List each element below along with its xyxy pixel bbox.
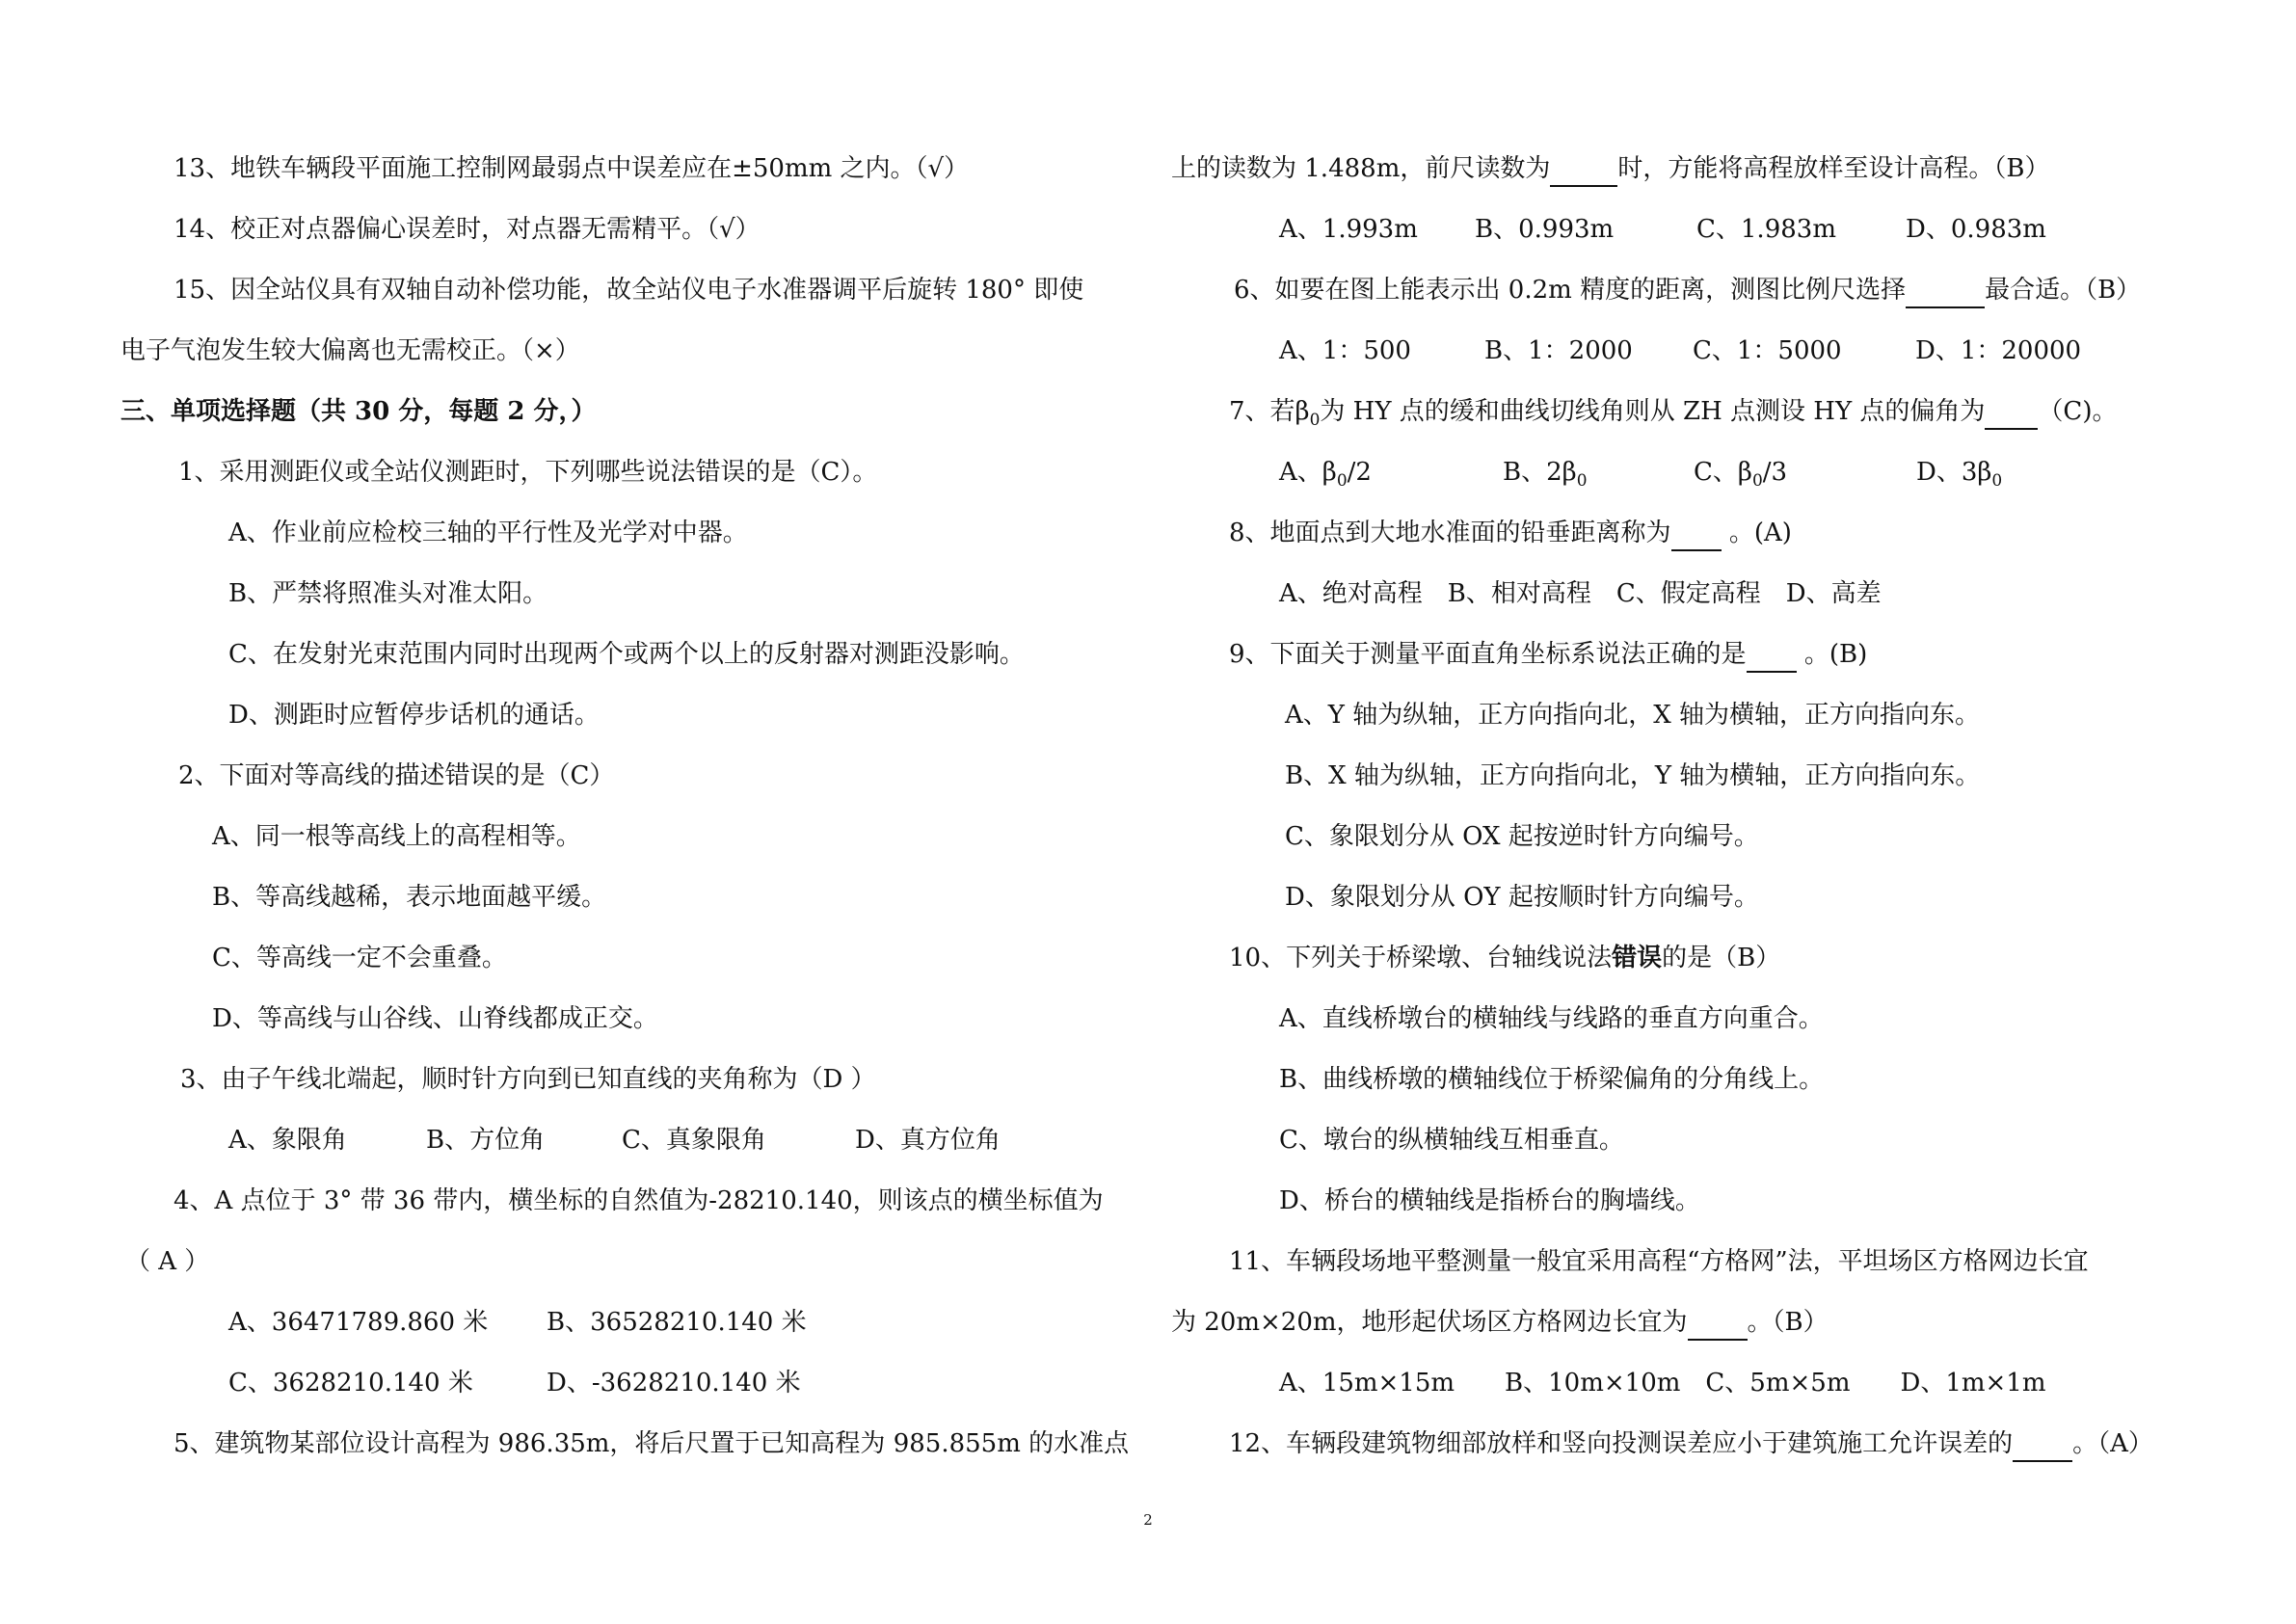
option-c-text: C、β — [1694, 458, 1752, 487]
question-5-option-c: C、1.983m — [1696, 215, 1836, 244]
option-c-tail: /3 — [1762, 458, 1788, 487]
section-3-heading: 三、单项选择题（共 30 分，每题 2 分，） — [120, 397, 597, 426]
question-13: 13、地铁车辆段平面施工控制网最弱点中误差应在±50mm 之内。（√） — [174, 154, 970, 183]
question-6-text-end: 最合适。（B） — [1985, 276, 2142, 305]
question-3-option-b: B、方位角 — [426, 1126, 546, 1155]
question-6-option-a: A、1：500 — [1279, 336, 1411, 365]
question-11-options: A、15m×15m B、10m×10m C、5m×5m D、1m×1m — [1279, 1369, 2046, 1398]
question-6-option-c: C、1：5000 — [1693, 336, 1842, 365]
question-10-option-a: A、直线桥墩台的横轴线与线路的垂直方向重合。 — [1279, 1004, 1824, 1033]
option-a-tail: /2 — [1347, 458, 1372, 487]
question-7 — [1229, 395, 2118, 431]
question-3-option-a: A、象限角 — [228, 1126, 347, 1155]
question-6-text-start: 6、如要在图上能表示出 0.2m 精度的距离，测图比例尺选择 — [1234, 276, 1907, 305]
emphasis-text: 错误 — [1612, 944, 1663, 972]
question-9-option-c: C、象限划分从 OX 起按逆时针方向编号。 — [1285, 822, 1759, 851]
beta-subscript: 0 — [1751, 471, 1763, 492]
beta-subscript: 0 — [1336, 471, 1348, 492]
question-6-options — [1279, 334, 2081, 367]
question-10-option-d: D、桥台的横轴线是指桥台的胸墙线。 — [1279, 1186, 1700, 1215]
question-9-text-start: 9、下面关于测量平面直角坐标系说法正确的是 — [1229, 640, 1747, 669]
question-9-option-d: D、象限划分从 OY 起按顺时针方向编号。 — [1285, 883, 1759, 912]
beta-subscript: 0 — [1309, 411, 1321, 431]
question-9-option-b: B、X 轴为纵轴，正方向指向北，Y 轴为横轴，正方向指向东。 — [1285, 761, 1981, 790]
beta-subscript: 0 — [1576, 471, 1588, 492]
question-4-option-a: A、36471789.860 米 — [228, 1308, 489, 1337]
question-6-option-b: B、1：2000 — [1484, 336, 1633, 365]
option-a-text: A、β — [1279, 458, 1337, 487]
question-6-option-d: D、1：20000 — [1915, 336, 2082, 365]
question-10-option-c: C、墩台的纵横轴线互相垂直。 — [1279, 1126, 1624, 1155]
question-10-text-start: 10、下列关于桥梁墩、台轴线说法 — [1229, 944, 1613, 972]
question-9-text-end: 。(B) — [1803, 640, 1868, 669]
question-14: 14、校正对点器偏心误差时，对点器无需精平。（√） — [174, 215, 761, 244]
answer-blank — [1550, 152, 1617, 187]
beta-subscript: 0 — [1991, 471, 2003, 492]
question-1-option-a: A、作业前应检校三轴的平行性及光学对中器。 — [228, 519, 748, 547]
page-number: 2 — [1143, 1511, 1153, 1529]
question-12-text-start: 12、车辆段建筑物细部放样和竖向投测误差应小于建筑施工允许误差的 — [1229, 1429, 2014, 1458]
question-10-option-b: B、曲线桥墩的横轴线位于桥梁偏角的分角线上。 — [1279, 1065, 1825, 1094]
question-3-option-d: D、真方位角 — [855, 1126, 1001, 1155]
question-15-line1: 15、因全站仪具有双轴自动补偿功能，故全站仪电子水准器调平后旋转 180° 即使 — [174, 276, 1084, 305]
question-2-option-d: D、等高线与山谷线、山脊线都成正交。 — [212, 1004, 658, 1033]
answer-blank — [1747, 638, 1797, 673]
question-12 — [1229, 1427, 2153, 1460]
question-12-text-end: 。（A） — [2072, 1429, 2153, 1458]
question-6 — [1234, 274, 2141, 306]
question-11-text-end: 。（B） — [1747, 1308, 1829, 1337]
question-7-option-c — [1694, 456, 1916, 497]
question-4-options-row2 — [228, 1367, 801, 1399]
question-10-text-end: 的是（B） — [1662, 944, 1781, 972]
question-4-option-d: D、-3628210.140 米 — [547, 1369, 801, 1398]
answer-blank — [1671, 517, 1722, 551]
question-5-text-start: 上的读数为 1.488m，前尺读数为 — [1171, 154, 1551, 183]
question-5-option-a: A、1.993m — [1279, 215, 1418, 244]
question-2-option-b: B、等高线越稀，表示地面越平缓。 — [212, 883, 607, 912]
question-2-option-c: C、等高线一定不会重叠。 — [212, 944, 507, 972]
question-1-option-b: B、严禁将照准头对准太阳。 — [228, 579, 548, 608]
question-4-options-row1 — [228, 1306, 807, 1339]
answer-blank — [1906, 274, 1985, 308]
question-7-text-mid: 为 HY 点的缓和曲线切线角则从 ZH 点测设 HY 点的偏角为 — [1320, 397, 1986, 426]
option-d-text: D、3β — [1916, 458, 1992, 487]
question-11-text-start: 为 20m×20m，地形起伏场区方格网边长宜为 — [1171, 1308, 1688, 1337]
option-b-text: B、2β — [1503, 458, 1577, 487]
question-7-option-a — [1279, 456, 1503, 497]
question-7-option-d — [1916, 456, 2002, 497]
question-4-option-c: C、3628210.140 米 — [228, 1369, 473, 1398]
question-3-option-c: C、真象限角 — [622, 1126, 766, 1155]
question-8-options: A、绝对高程 B、相对高程 C、假定高程 D、高差 — [1279, 579, 1882, 608]
answer-blank — [1985, 395, 2038, 430]
question-11-line2 — [1171, 1306, 1829, 1339]
question-7-text-start: 7、若β — [1229, 397, 1310, 426]
question-5-text-end: 时，方能将高程放样至设计高程。（B） — [1617, 154, 2050, 183]
question-3-options — [228, 1124, 1001, 1157]
question-7-text-end: （C)。 — [2038, 397, 2118, 426]
question-2-option-a: A、同一根等高线上的高程相等。 — [212, 822, 581, 851]
question-5-line1: 5、建筑物某部位设计高程为 986.35m，将后尺置于已知高程为 985.855m 的水准点 — [174, 1429, 1130, 1458]
question-1: 1、采用测距仪或全站仪测距时，下列哪些说法错误的是（C）。 — [178, 458, 878, 487]
question-5-line2 — [1171, 152, 2049, 185]
question-9 — [1229, 638, 1867, 671]
question-7-option-b — [1503, 456, 1694, 497]
question-3: 3、由子午线北端起，顺时针方向到已知直线的夹角称为（D ） — [180, 1065, 876, 1094]
question-10 — [1229, 942, 1780, 974]
question-15-line2: 电子气泡发生较大偏离也无需校正。（×） — [120, 336, 580, 365]
question-5-option-d: D、0.983m — [1906, 215, 2046, 244]
question-4-line2: （ A ） — [125, 1247, 210, 1276]
question-7-options — [1279, 456, 2003, 492]
question-2: 2、下面对等高线的描述错误的是（C） — [178, 761, 615, 790]
question-5-options — [1279, 213, 2046, 246]
answer-blank — [2013, 1427, 2072, 1462]
question-8 — [1229, 517, 1792, 549]
question-8-text-end: 。(A) — [1728, 519, 1792, 547]
answer-blank — [1688, 1306, 1748, 1341]
question-5-option-b: B、0.993m — [1475, 215, 1615, 244]
question-8-text-start: 8、地面点到大地水准面的铅垂距离称为 — [1229, 519, 1671, 547]
question-1-option-d: D、测距时应暂停步话机的通话。 — [228, 701, 600, 730]
question-11-line1: 11、车辆段场地平整测量一般宜采用高程“方格网”法，平坦场区方格网边长宜 — [1229, 1247, 2089, 1276]
question-1-option-c: C、在发射光束范围内同时出现两个或两个以上的反射器对测距没影响。 — [228, 640, 1025, 669]
question-9-option-a: A、Y 轴为纵轴，正方向指向北，X 轴为横轴，正方向指向东。 — [1285, 701, 1980, 730]
question-4-line1: 4、A 点位于 3° 带 36 带内，横坐标的自然值为-28210.140，则该点的横坐标值为 — [174, 1186, 1104, 1215]
question-4-option-b: B、36528210.140 米 — [547, 1308, 807, 1337]
